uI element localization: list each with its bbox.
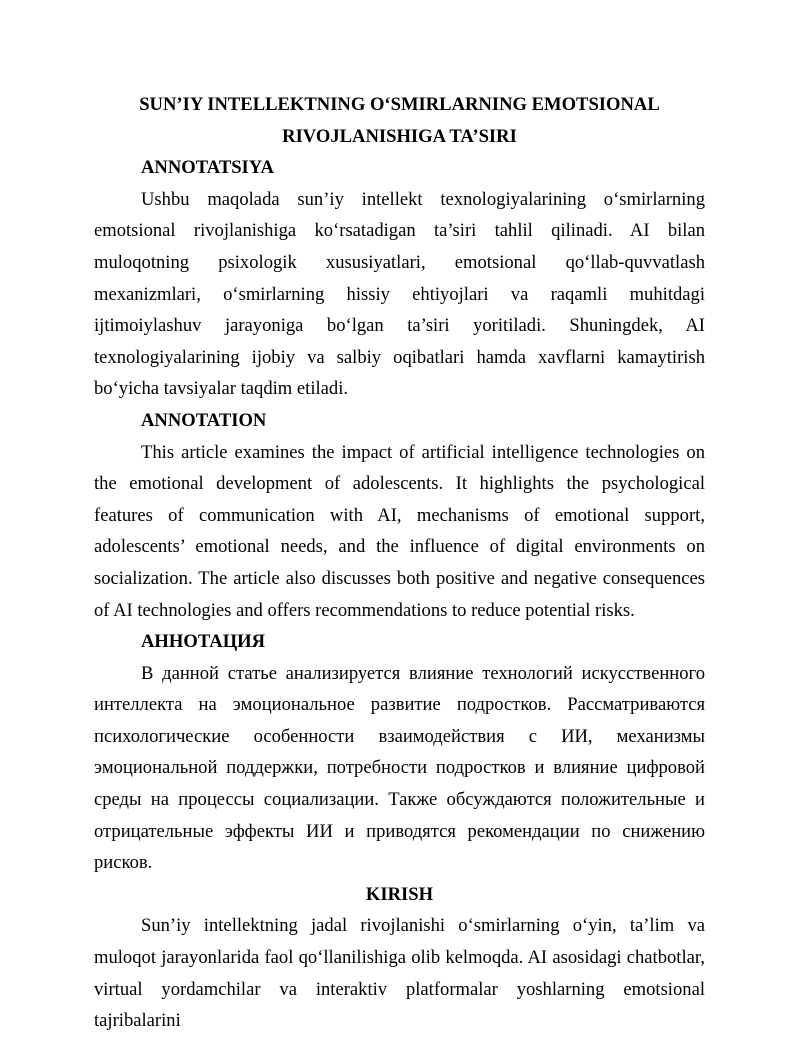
kirish-paragraph: Sun’iy intellektning jadal rivojlanishi o‘smirlarning o‘yin, ta’lim va muloqot jarayonlarida faol qo‘llanilishiga olib kelmoqda. AI asosidagi chatbotlar, virtual yordamchilar va interaktiv platformalar yoshlarning emotsional tajribalarini [94, 915, 705, 1032]
annotatsiya-ru-heading: АННОТАЦИЯ [141, 631, 266, 653]
annotatsiya-heading: ANNOTATSIYA [141, 157, 274, 179]
kirish-heading: KIRISH [365, 883, 434, 905]
document-title: SUN’IY INTELLEKTNING O‘SMIRLARNING EMOTSIONAL RIVOJLANISHIGA TA’SIRI [139, 94, 660, 147]
annotatsiya-paragraph: Ushbu maqolada sun’iy intellekt texnologiyalarining o‘smirlarning emotsional rivojlanishiga ko‘rsatadigan ta’siri tahlil qilinadi. AI bilan muloqotning psixologik xususiyatlari, emotsional qo‘llab-quvvatlash mexanizmlari, o‘smirlarning hissiy ehtiyojlari va raqamli muhitdagi ijtimoiylashuv jarayoniga bo‘lgan ta’siri yoritiladi. Shuningdek, AI texnologiyalarining ijobiy va salbiy oqibatlari hamda xavflarni kamaytirish bo‘yicha tavsiyalar taqdim etiladi. [94, 188, 705, 400]
annotatsiya-ru-paragraph: В данной статье анализируется влияние технологий искусственного интеллекта на эмоциональное развитие подростков. Рассматриваются психологические особенности взаимодействия с ИИ, механизмы эмоциональной поддержки, потребности подростков и влияние цифровой среды на процессы социализации. Также обсуждаются положительные и отрицательные эффекты ИИ и приводятся рекомендации по снижению рисков. [94, 662, 705, 874]
annotation-heading: ANNOTATION [141, 409, 267, 431]
annotation-paragraph: This article examines the impact of artificial intelligence technologies on the emotional development of adolescents. It highlights the psychological features of communication with AI, mechanisms of emotional support, adolescents’ emotional needs, and the influence of digital environments on socialization. The article also discusses both positive and negative consequences of AI technologies and offers recommendations to reduce potential risks. [94, 441, 705, 621]
document-page [94, 89, 705, 1037]
